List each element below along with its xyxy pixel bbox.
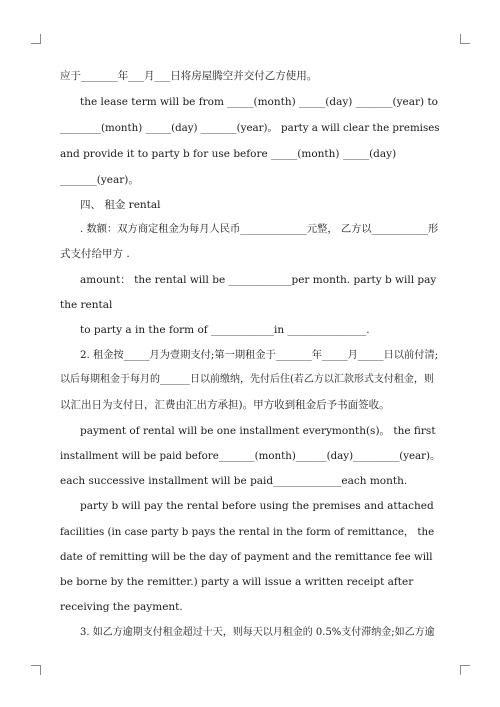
text-line: receiving the payment.	[60, 601, 183, 613]
text-line: . 数额：双方商定租金为每月人民币_____________元整， 乙方以___________形	[80, 223, 439, 235]
text-line: 2. 租金按_____月为壹期支付;第一期租金于_______年_____月_____日以前付清;	[80, 349, 439, 361]
text-line: and provide it to party b for use before _____(month) _____(day)	[60, 148, 397, 160]
text-line: be borne by the remitter.) party a will issue a written receipt after	[60, 576, 414, 588]
section-heading: 四、 租金 rental	[80, 199, 161, 211]
text-line: the lease term will be from _____(month) _____(day) _______(year) to	[80, 96, 438, 108]
text-line: 式支付给甲方 .	[60, 248, 130, 260]
text-line: the rental	[60, 299, 113, 311]
text-line: ________(month) _____(day) _______(year)。 party a will clear the premises	[60, 122, 440, 134]
text-line: date of remitting will be the day of payment and the remittance fee will	[60, 551, 433, 563]
text-line: 以后每期租金于每月的______日以前缴纳，先付后住(若乙方以汇款形式支付租金，则	[60, 374, 434, 385]
text-line: to party a in the form of ____________in _______________.	[80, 324, 370, 336]
crop-mark-bottom-right	[460, 665, 470, 675]
crop-mark-top-left	[31, 34, 41, 44]
text-line: 3. 如乙方逾期支付租金超过十天，则每天以月租金的 0.5%支付滞纳金;如乙方逾	[80, 627, 435, 638]
text-line: installment will be paid before_______(month)______(day)_________(year)。	[60, 450, 441, 462]
text-line: _______(year)。	[60, 174, 139, 186]
text-line: amount： the rental will be ____________per month. party b will pay	[80, 274, 437, 286]
text-line: payment of rental will be one installment everymonth(s)。 the first	[80, 425, 436, 437]
text-line: facilities (in case party b pays the rental in the form of remittance， the	[60, 526, 435, 538]
text-line: each successive installment will be paid_____________each month.	[60, 475, 408, 487]
text-line: party b will pay the rental before using the premises and attached	[80, 500, 434, 512]
text-line: 应于_______年___月___日将房屋腾空并交付乙方使用。	[60, 70, 318, 82]
crop-mark-top-right	[460, 34, 470, 44]
crop-mark-bottom-left	[31, 665, 41, 675]
text-line: 以汇出日为支付日，汇费由汇出方承担)。甲方收到租金后予书面签收。	[60, 399, 390, 411]
